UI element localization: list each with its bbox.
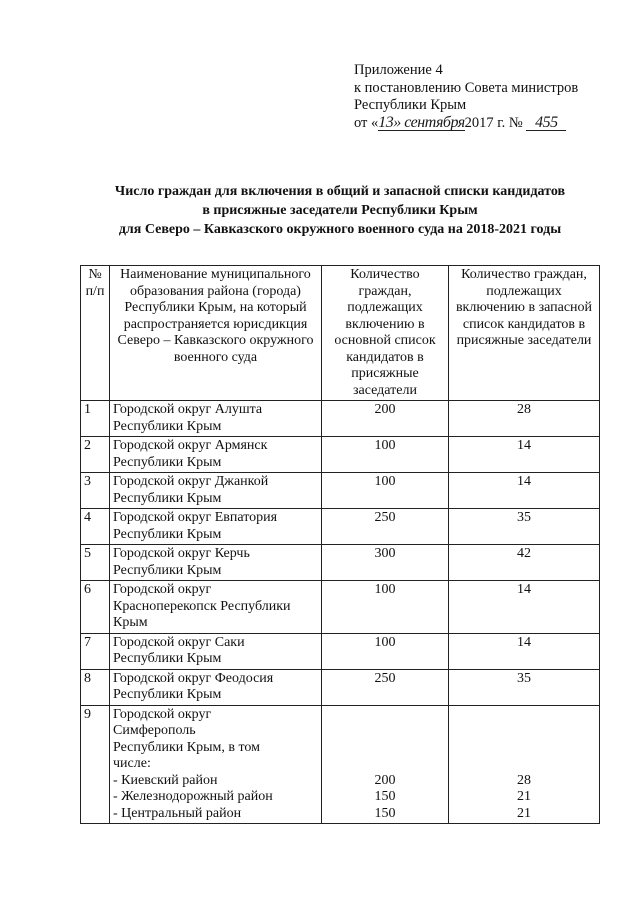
- header-num: № п/п: [81, 266, 110, 401]
- row-name: Городской округ Саки Республики Крым: [110, 633, 322, 669]
- header-reserve-list: Количество граждан, подлежащих включению в запасной список кандидатов в присяжные заседатели: [449, 266, 600, 401]
- row-num: 8: [81, 669, 110, 705]
- appendix-line-1: Приложение 4: [354, 62, 443, 78]
- simferopol-name-line-4: числе:: [113, 756, 151, 771]
- row-num: 9: [81, 705, 110, 824]
- row-reserve: 42: [449, 545, 600, 581]
- row-name: Городской округ Джанкой Республики Крым: [110, 473, 322, 509]
- row-name: Городской округ Армянск Республики Крым: [110, 437, 322, 473]
- table-row: [81, 669, 600, 705]
- district-kievsky: - Киевский район: [113, 772, 218, 788]
- row-reserve: 28: [449, 401, 600, 437]
- district-reserve-value: 21: [517, 805, 531, 821]
- row-num: 6: [81, 581, 110, 634]
- row-name: Городской округ Феодосия Республики Крым: [110, 669, 322, 705]
- district-tsentralny: - Центральный район: [113, 805, 242, 821]
- appendix-block: [354, 62, 578, 132]
- simferopol-name-line-3: Республики Крым, в том: [113, 739, 260, 755]
- row-main: 200: [322, 401, 449, 437]
- row-reserve: 14: [449, 437, 600, 473]
- row-main: 100: [322, 437, 449, 473]
- table-row: [81, 633, 600, 669]
- date-year: 2017 г. №: [464, 114, 523, 131]
- district-main-value: 150: [374, 805, 396, 821]
- table-row: [81, 401, 600, 437]
- row-main: 250: [322, 669, 449, 705]
- row-main: 100: [322, 473, 449, 509]
- row-reserve: 35: [449, 669, 600, 705]
- date-prefix: от «: [354, 114, 379, 131]
- row-num: 3: [81, 473, 110, 509]
- row-name: Городской округ Керчь Республики Крым: [110, 545, 322, 581]
- title-line-3: для Северо – Кавказского окружного военного суда на 2018-2021 годы: [118, 222, 562, 237]
- row-reserve: 35: [449, 509, 600, 545]
- row-name: [110, 705, 322, 824]
- header-name: Наименование муниципального образования района (города) Республики Крым, на который распространяется юрисдикция Северо – Кавказского окружного военного суда: [110, 266, 322, 401]
- row-main: 250: [322, 509, 449, 545]
- district-zheleznodorozhny: - Железнодорожный район: [113, 789, 273, 804]
- district-reserve-value: 21: [517, 789, 531, 804]
- appendix-date-line: [354, 115, 578, 133]
- row-main: [322, 705, 449, 824]
- table-row: [81, 581, 600, 634]
- handwritten-number: 455: [526, 115, 566, 131]
- title-line-2: в присяжные заседатели Республики Крым: [202, 203, 478, 218]
- row-name: Городской округ Евпатория Республики Крым: [110, 509, 322, 545]
- candidates-table: [80, 265, 600, 824]
- handwritten-date: 13» сентября: [378, 113, 465, 131]
- row-name: Городской округ Алушта Республики Крым: [110, 401, 322, 437]
- table-header-row: [81, 266, 600, 401]
- row-reserve: 14: [449, 473, 600, 509]
- row-num: 5: [81, 545, 110, 581]
- row-main: 100: [322, 581, 449, 634]
- header-main-list: Количество граждан, подлежащих включению в основной список кандидатов в присяжные заседатели: [322, 266, 449, 401]
- table-row: [81, 473, 600, 509]
- row-reserve: [449, 705, 600, 824]
- simferopol-name-line-1: Городской округ: [113, 706, 212, 722]
- row-name: Городской округ Красноперекопск Республики Крым: [110, 581, 322, 634]
- row-num: 1: [81, 401, 110, 437]
- district-main-value: 150: [374, 789, 396, 804]
- row-reserve: 14: [449, 581, 600, 634]
- table-row: [81, 545, 600, 581]
- row-main: 300: [322, 545, 449, 581]
- table-row: [81, 509, 600, 545]
- table-row: [81, 437, 600, 473]
- row-reserve: 14: [449, 633, 600, 669]
- appendix-line-2: к постановлению Совета министров: [354, 79, 579, 96]
- document-title: [80, 182, 600, 239]
- district-main-value: 200: [374, 772, 396, 788]
- row-num: 7: [81, 633, 110, 669]
- row-num: 4: [81, 509, 110, 545]
- row-num: 2: [81, 437, 110, 473]
- simferopol-name-line-2: Симферополь: [113, 723, 196, 738]
- appendix-line-3: Республики Крым: [354, 97, 467, 113]
- title-line-1: Число граждан для включения в общий и запасной списки кандидатов: [114, 184, 566, 199]
- district-reserve-value: 28: [517, 772, 531, 788]
- row-main: 100: [322, 633, 449, 669]
- table-row-simferopol: [81, 705, 600, 824]
